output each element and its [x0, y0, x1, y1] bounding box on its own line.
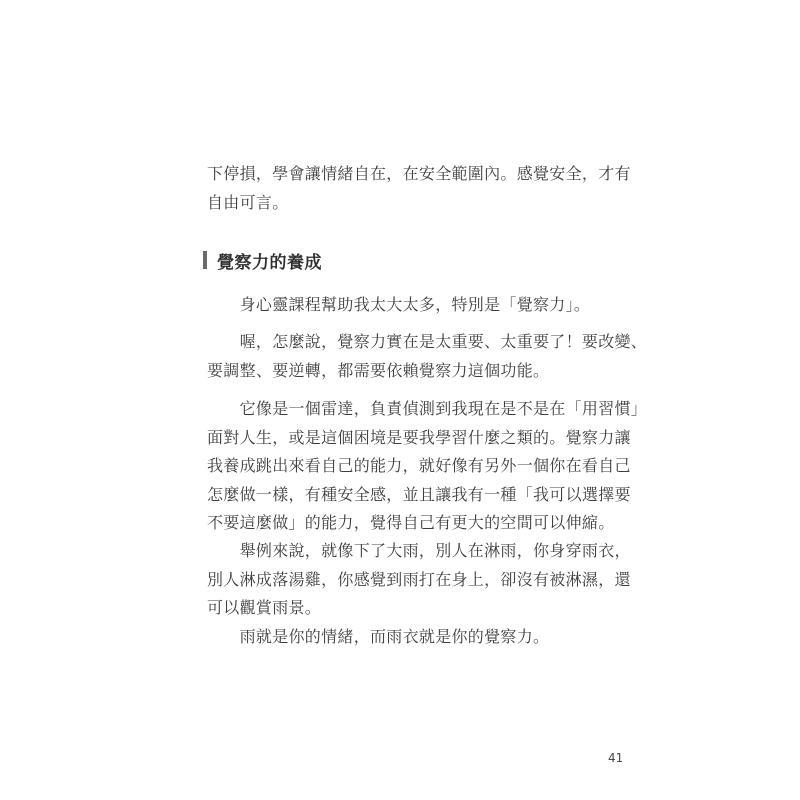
text-line: 怎麼做一樣，有種安全感，並且讓我有一種「我可以選擇要 [207, 484, 631, 504]
text-line: 它像是一個雷達，負責偵測到我現在是不是在「用習慣」 [207, 399, 648, 418]
text-line: 我養成跳出來看自己的能力，就好像有另外一個你在看自己 [207, 456, 631, 475]
paragraph-4 [207, 537, 631, 623]
text-line: 自由可言。 [207, 192, 289, 212]
section-heading [203, 248, 322, 272]
paragraph-2 [207, 328, 648, 385]
text-line: 可以觀賞雨景。 [207, 598, 322, 617]
text-line: 下停損，學會讓情緒自在，在安全範圍內。感覺安全，才有 [207, 164, 631, 183]
text-line: 別人淋成落湯雞，你感覺到雨打在身上，卻沒有被淋濕，還 [207, 569, 631, 589]
heading-marker-bar [203, 251, 207, 269]
paragraph-3 [207, 395, 648, 538]
text-line: 面對人生，或是這個困境是要我學習什麼之類的。覺察力讓 [207, 427, 631, 447]
text-line: 喔，怎麼說，覺察力實在是太重要、太重要了！要改變、 [207, 332, 648, 351]
text-line: 要調整、要逆轉，都需要依賴覺察力這個功能。 [207, 360, 550, 380]
text-line: 不要這麼做」的能力，覺得自己有更大的空間可以伸縮。 [207, 513, 615, 532]
paragraph-1 [207, 291, 607, 320]
text-line: 身心靈課程幫助我太大太多，特別是「覺察力」。 [207, 295, 591, 314]
text-line: 舉例來說，就像下了大雨，別人在淋雨，你身穿雨衣， [207, 541, 631, 560]
paragraph-5 [207, 623, 607, 652]
intro-paragraph [207, 160, 631, 217]
text-line: 雨就是你的情緒，而雨衣就是你的覺察力。 [207, 627, 550, 646]
page-number: 41 [608, 751, 624, 765]
section-title: 覺察力的養成 [217, 252, 322, 273]
